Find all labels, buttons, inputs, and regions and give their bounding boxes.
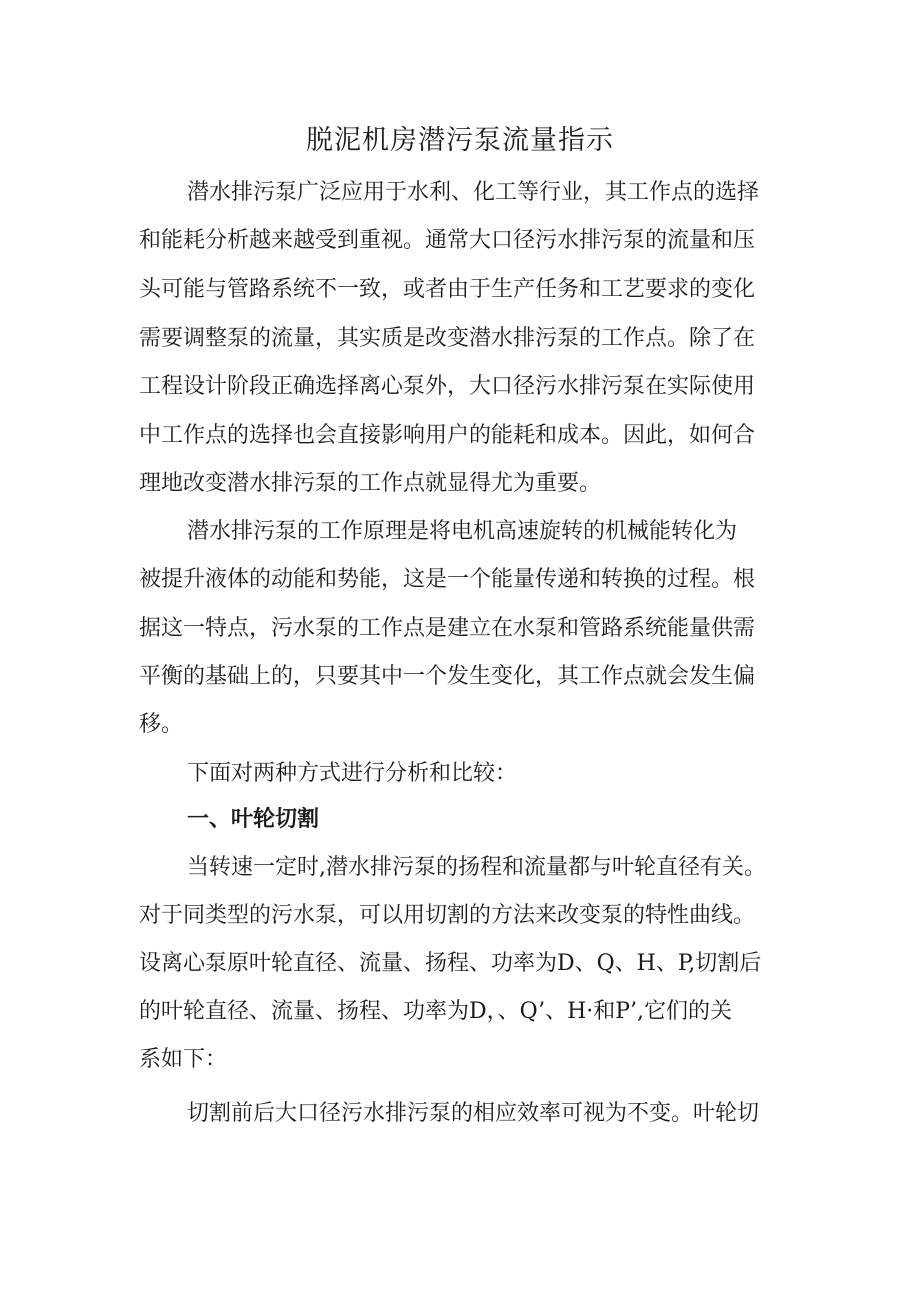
paragraph-line: 理地改变潜水排污泵的工作点就显得尤为重要。 xyxy=(139,471,602,496)
document-title: 脱泥机房潜污泵流量指示 xyxy=(306,125,614,156)
paragraph-line: 切割前后大口径污水排污泵的相应效率可视为不变。叶轮切 xyxy=(187,1101,760,1126)
paragraph-line: 潜水排污泵广泛应用于水利、化工等行业，其工作点的选择 xyxy=(187,180,760,205)
paragraph-line: 下面对两种方式进行分析和比较： xyxy=(187,761,518,786)
section-heading: 一、叶轮切割 xyxy=(187,807,320,832)
paragraph-line: 需要调整泵的流量，其实质是改变潜水排污泵的工作点。除了在 xyxy=(139,326,756,351)
paragraph-line: 据这一特点，污水泵的工作点是建立在水泵和管路系统能量供需 xyxy=(139,616,756,641)
paragraph-line: 当转速一定时,潜水排污泵的扬程和流量都与叶轮直径有关。 xyxy=(187,855,766,880)
paragraph-line: 平衡的基础上的，只要其中一个发生变化，其工作点就会发生偏 xyxy=(139,664,756,689)
paragraph-line: 对于同类型的污水泵，可以用切割的方法来改变泵的特性曲线。 xyxy=(139,903,756,928)
paragraph-line: 工程设计阶段正确选择离心泵外，大口径污水排污泵在实际使用 xyxy=(139,374,756,399)
paragraph-line: 的叶轮直径、流量、扬程、功率为D，、Q’、H·和P’,它们的关 xyxy=(139,999,733,1024)
paragraph-line: 潜水排污泵的工作原理是将电机高速旋转的机械能转化为 xyxy=(187,519,738,544)
paragraph-line: 中工作点的选择也会直接影响用户的能耗和成本。因此，如何合 xyxy=(139,423,756,448)
paragraph-line: 和能耗分析越来越受到重视。通常大口径污水排污泵的流量和压 xyxy=(139,228,756,253)
paragraph-line: 被提升液体的动能和势能，这是一个能量传递和转换的过程。根 xyxy=(139,567,756,592)
paragraph-line: 系如下： xyxy=(139,1047,228,1072)
paragraph-line: 头可能与管路系统不一致，或者由于生产任务和工艺要求的变化 xyxy=(139,277,756,302)
paragraph-line: 移。 xyxy=(139,712,184,737)
paragraph-line: 设离心泵原叶轮直径、流量、扬程、功率为D、Q、H、P,切割后 xyxy=(139,951,762,976)
